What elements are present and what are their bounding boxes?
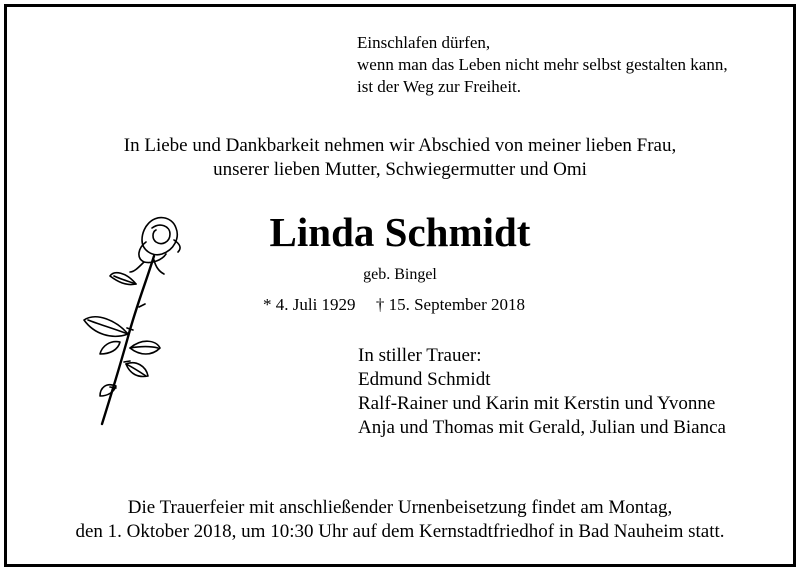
deceased-name: Linda Schmidt — [269, 209, 531, 255]
mourner-line: Edmund Schmidt — [358, 369, 491, 390]
death-date: † 15. September 2018 — [375, 295, 526, 314]
intro-text — [0, 134, 800, 182]
funeral-notice — [0, 496, 800, 544]
life-dates — [263, 295, 541, 315]
mourner-line: Ralf-Rainer und Karin mit Kerstin und Yvonne — [358, 393, 716, 414]
mourner-line: Anja und Thomas mit Gerald, Julian und Bianca — [358, 417, 726, 438]
rose-icon — [76, 212, 186, 428]
birth-name: geb. Bingel — [363, 266, 437, 283]
birth-date: * 4. Juli 1929 — [263, 295, 356, 314]
funeral-line: den 1. Oktober 2018, um 10:30 Uhr auf dem Kernstadtfriedhof in Bad Nauheim statt. — [75, 521, 725, 542]
quote-block — [357, 32, 728, 98]
intro-line: In Liebe und Dankbarkeit nehmen wir Abschied von meiner lieben Frau, — [123, 135, 677, 156]
mourners-heading: In stiller Trauer: — [358, 345, 482, 366]
intro-line: unserer lieben Mutter, Schwiegermutter und Omi — [213, 159, 587, 180]
quote-line: Einschlafen dürfen, — [357, 33, 491, 52]
quote-line: wenn man das Leben nicht mehr selbst gestalten kann, — [357, 55, 728, 74]
quote-line: ist der Weg zur Freiheit. — [357, 77, 522, 96]
mourners-block — [358, 344, 726, 440]
funeral-line: Die Trauerfeier mit anschließender Urnenbeisetzung findet am Montag, — [127, 497, 673, 518]
